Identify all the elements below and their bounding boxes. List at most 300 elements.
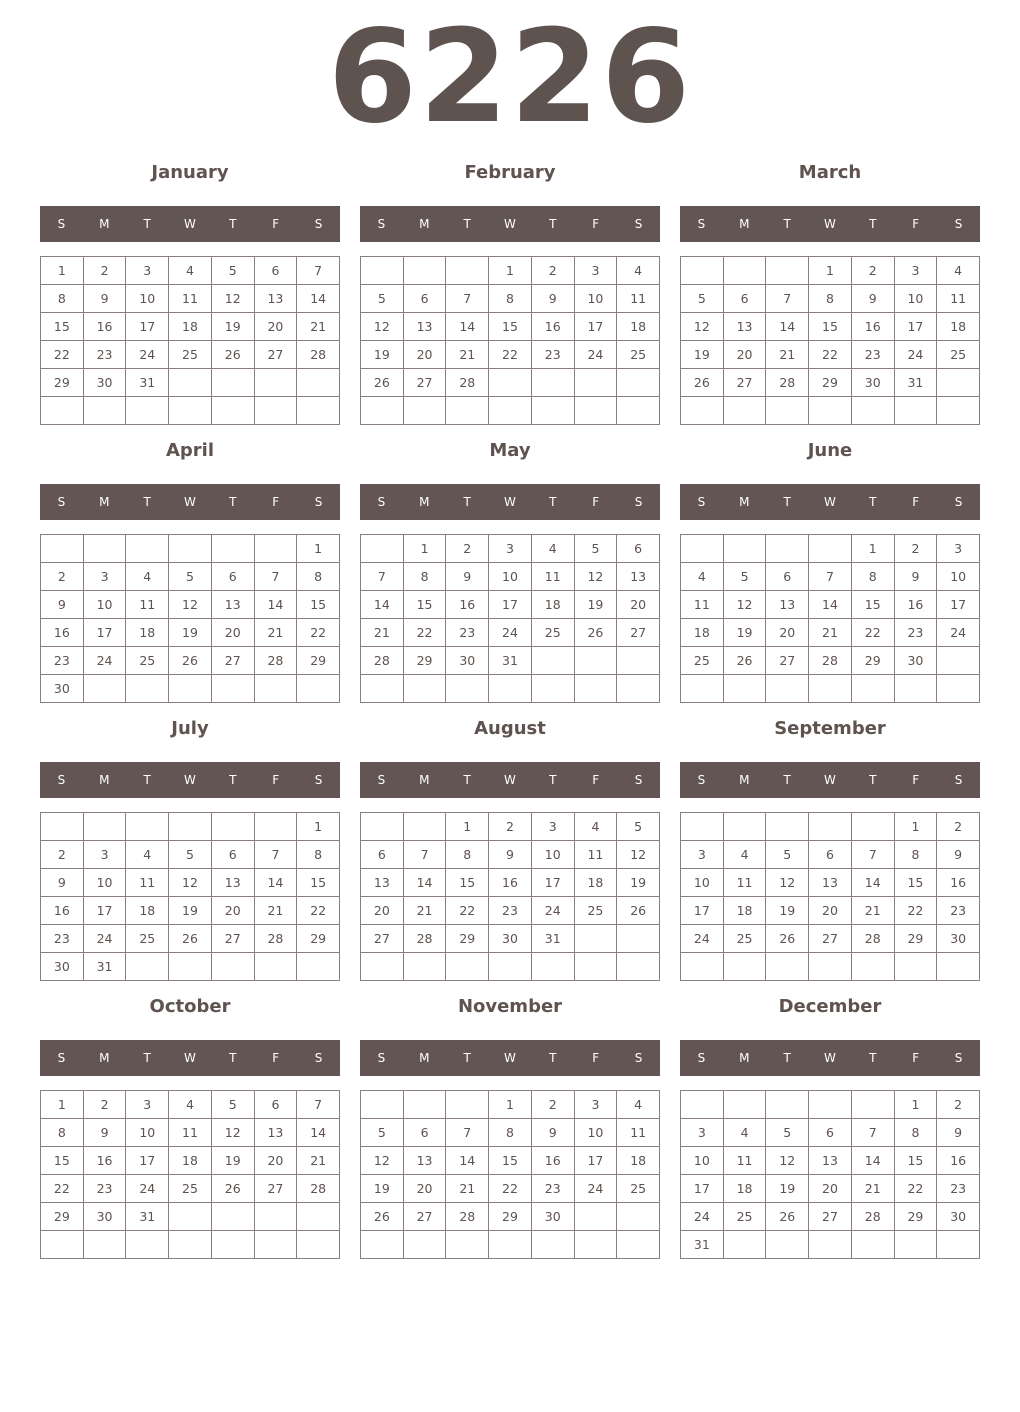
empty-cell xyxy=(937,675,980,703)
empty-cell xyxy=(361,953,404,981)
empty-cell xyxy=(852,1231,895,1259)
day-cell: 8 xyxy=(446,841,489,869)
day-cell: 4 xyxy=(575,813,618,841)
day-cell: 15 xyxy=(446,869,489,897)
day-cell: 22 xyxy=(895,1175,938,1203)
day-cell: 19 xyxy=(681,341,724,369)
day-cell: 29 xyxy=(489,1203,532,1231)
day-cell: 10 xyxy=(575,285,618,313)
day-cell: 28 xyxy=(446,369,489,397)
empty-cell xyxy=(212,1203,255,1231)
weekday-header xyxy=(40,484,340,520)
day-cell: 7 xyxy=(446,285,489,313)
weekday-label: S xyxy=(314,1051,323,1065)
day-cell: 23 xyxy=(895,619,938,647)
weekday-label: F xyxy=(272,1051,280,1065)
day-cell: 30 xyxy=(84,369,127,397)
day-cell: 31 xyxy=(895,369,938,397)
empty-cell xyxy=(255,1231,298,1259)
empty-cell xyxy=(617,925,660,953)
day-cell: 9 xyxy=(937,841,980,869)
day-cell: 6 xyxy=(766,563,809,591)
empty-cell xyxy=(532,953,575,981)
day-cell: 9 xyxy=(532,285,575,313)
day-cell: 2 xyxy=(41,563,84,591)
day-cell: 7 xyxy=(852,1119,895,1147)
day-cell: 21 xyxy=(297,1147,340,1175)
day-cell: 5 xyxy=(169,563,212,591)
day-cell: 31 xyxy=(489,647,532,675)
day-cell: 24 xyxy=(84,925,127,953)
empty-cell xyxy=(126,535,169,563)
empty-cell xyxy=(681,1091,724,1119)
day-cell: 13 xyxy=(617,563,660,591)
day-cell: 11 xyxy=(126,869,169,897)
empty-cell xyxy=(169,813,212,841)
month-title: December xyxy=(778,996,882,1017)
day-cell: 3 xyxy=(575,257,618,285)
day-cell: 21 xyxy=(809,619,852,647)
day-cell: 5 xyxy=(212,257,255,285)
empty-cell xyxy=(361,257,404,285)
day-cell: 6 xyxy=(255,257,298,285)
day-cell: 16 xyxy=(852,313,895,341)
weekday-label: M xyxy=(99,217,110,231)
empty-cell xyxy=(84,813,127,841)
empty-cell xyxy=(575,647,618,675)
day-grid xyxy=(360,534,660,703)
empty-cell xyxy=(169,675,212,703)
day-cell: 23 xyxy=(446,619,489,647)
day-cell: 1 xyxy=(895,1091,938,1119)
weekday-label: W xyxy=(824,773,836,787)
day-cell: 22 xyxy=(404,619,447,647)
empty-cell xyxy=(446,675,489,703)
day-cell: 8 xyxy=(852,563,895,591)
empty-cell xyxy=(724,813,767,841)
day-cell: 24 xyxy=(895,341,938,369)
empty-cell xyxy=(724,397,767,425)
day-cell: 30 xyxy=(895,647,938,675)
day-cell: 26 xyxy=(766,1203,809,1231)
empty-cell xyxy=(212,397,255,425)
day-cell: 14 xyxy=(297,285,340,313)
day-cell: 1 xyxy=(895,813,938,841)
weekday-label: T xyxy=(549,773,557,787)
day-cell: 20 xyxy=(724,341,767,369)
day-cell: 22 xyxy=(489,341,532,369)
day-cell: 25 xyxy=(724,925,767,953)
day-cell: 1 xyxy=(446,813,489,841)
day-cell: 29 xyxy=(895,925,938,953)
weekday-label: F xyxy=(592,773,600,787)
day-cell: 22 xyxy=(809,341,852,369)
day-cell: 17 xyxy=(84,897,127,925)
empty-cell xyxy=(575,369,618,397)
day-cell: 11 xyxy=(126,591,169,619)
day-cell: 30 xyxy=(446,647,489,675)
day-cell: 11 xyxy=(169,285,212,313)
empty-cell xyxy=(937,369,980,397)
empty-cell xyxy=(724,1231,767,1259)
weekday-label: F xyxy=(272,773,280,787)
month-may xyxy=(360,440,660,703)
day-cell: 14 xyxy=(404,869,447,897)
day-cell: 17 xyxy=(575,313,618,341)
day-cell: 16 xyxy=(446,591,489,619)
empty-cell xyxy=(809,953,852,981)
day-cell: 10 xyxy=(532,841,575,869)
day-cell: 14 xyxy=(297,1119,340,1147)
empty-cell xyxy=(489,1231,532,1259)
empty-cell xyxy=(489,675,532,703)
weekday-header xyxy=(680,484,980,520)
day-cell: 29 xyxy=(297,647,340,675)
day-cell: 18 xyxy=(575,869,618,897)
day-cell: 4 xyxy=(169,257,212,285)
weekday-label: T xyxy=(143,773,151,787)
weekday-label: T xyxy=(783,1051,791,1065)
weekday-label: F xyxy=(592,1051,600,1065)
day-cell: 13 xyxy=(809,1147,852,1175)
day-cell: 21 xyxy=(852,897,895,925)
weekday-label: S xyxy=(57,495,66,509)
weekday-label: T xyxy=(463,217,471,231)
day-grid xyxy=(360,1090,660,1259)
empty-cell xyxy=(724,953,767,981)
weekday-label: S xyxy=(377,773,386,787)
empty-cell xyxy=(895,953,938,981)
day-cell: 3 xyxy=(84,841,127,869)
empty-cell xyxy=(446,1231,489,1259)
weekday-label: M xyxy=(419,1051,430,1065)
day-cell: 16 xyxy=(532,1147,575,1175)
day-cell: 9 xyxy=(532,1119,575,1147)
day-cell: 5 xyxy=(575,535,618,563)
day-cell: 18 xyxy=(724,1175,767,1203)
empty-cell xyxy=(404,813,447,841)
day-cell: 27 xyxy=(255,341,298,369)
day-cell: 15 xyxy=(404,591,447,619)
day-cell: 26 xyxy=(361,369,404,397)
weekday-header xyxy=(40,762,340,798)
day-cell: 24 xyxy=(681,925,724,953)
empty-cell xyxy=(212,813,255,841)
day-cell: 6 xyxy=(809,1119,852,1147)
empty-cell xyxy=(297,675,340,703)
month-title: November xyxy=(457,996,563,1017)
empty-cell xyxy=(126,397,169,425)
day-cell: 18 xyxy=(126,619,169,647)
day-cell: 28 xyxy=(446,1203,489,1231)
day-cell: 21 xyxy=(404,897,447,925)
empty-cell xyxy=(766,675,809,703)
day-cell: 28 xyxy=(255,925,298,953)
weekday-label: W xyxy=(184,773,196,787)
empty-cell xyxy=(361,1231,404,1259)
day-cell: 4 xyxy=(126,841,169,869)
month-october xyxy=(40,996,340,1259)
day-cell: 28 xyxy=(297,1175,340,1203)
day-grid xyxy=(680,534,980,703)
day-cell: 30 xyxy=(41,675,84,703)
day-cell: 11 xyxy=(617,285,660,313)
day-cell: 9 xyxy=(84,285,127,313)
weekday-header xyxy=(680,206,980,242)
weekday-header xyxy=(360,484,660,520)
day-cell: 2 xyxy=(84,257,127,285)
day-cell: 10 xyxy=(937,563,980,591)
empty-cell xyxy=(41,397,84,425)
day-cell: 7 xyxy=(766,285,809,313)
empty-cell xyxy=(255,535,298,563)
empty-cell xyxy=(297,953,340,981)
day-cell: 26 xyxy=(361,1203,404,1231)
day-cell: 19 xyxy=(212,1147,255,1175)
day-cell: 1 xyxy=(297,535,340,563)
day-cell: 18 xyxy=(169,313,212,341)
day-cell: 27 xyxy=(255,1175,298,1203)
day-cell: 22 xyxy=(41,341,84,369)
day-cell: 30 xyxy=(84,1203,127,1231)
month-december xyxy=(680,996,980,1259)
empty-cell xyxy=(255,1203,298,1231)
weekday-label: F xyxy=(272,217,280,231)
day-cell: 8 xyxy=(297,841,340,869)
day-cell: 12 xyxy=(766,869,809,897)
weekday-label: T xyxy=(229,773,237,787)
weekday-label: M xyxy=(739,773,750,787)
empty-cell xyxy=(404,1231,447,1259)
day-cell: 20 xyxy=(404,1175,447,1203)
day-cell: 1 xyxy=(297,813,340,841)
empty-cell xyxy=(532,647,575,675)
day-cell: 13 xyxy=(724,313,767,341)
weekday-label: S xyxy=(634,1051,643,1065)
day-cell: 19 xyxy=(361,341,404,369)
day-cell: 30 xyxy=(937,1203,980,1231)
empty-cell xyxy=(169,1203,212,1231)
empty-cell xyxy=(852,397,895,425)
day-cell: 2 xyxy=(532,257,575,285)
day-cell: 28 xyxy=(361,647,404,675)
day-cell: 20 xyxy=(255,1147,298,1175)
day-cell: 20 xyxy=(809,1175,852,1203)
empty-cell xyxy=(937,647,980,675)
day-cell: 17 xyxy=(126,1147,169,1175)
month-title: February xyxy=(464,162,556,183)
day-cell: 11 xyxy=(617,1119,660,1147)
empty-cell xyxy=(84,1231,127,1259)
empty-cell xyxy=(724,675,767,703)
weekday-label: S xyxy=(954,773,963,787)
day-cell: 29 xyxy=(852,647,895,675)
month-july xyxy=(40,718,340,981)
day-cell: 26 xyxy=(169,925,212,953)
weekday-label: W xyxy=(184,495,196,509)
weekday-label: S xyxy=(57,773,66,787)
day-cell: 18 xyxy=(617,1147,660,1175)
day-cell: 23 xyxy=(41,647,84,675)
day-cell: 18 xyxy=(617,313,660,341)
day-cell: 6 xyxy=(212,563,255,591)
day-cell: 4 xyxy=(937,257,980,285)
day-cell: 10 xyxy=(84,591,127,619)
month-january xyxy=(40,162,340,425)
day-cell: 26 xyxy=(212,341,255,369)
day-grid xyxy=(40,812,340,981)
day-cell: 30 xyxy=(489,925,532,953)
day-cell: 11 xyxy=(724,869,767,897)
day-cell: 21 xyxy=(255,897,298,925)
day-cell: 24 xyxy=(126,1175,169,1203)
day-cell: 3 xyxy=(489,535,532,563)
day-cell: 4 xyxy=(169,1091,212,1119)
weekday-label: F xyxy=(912,773,920,787)
day-cell: 29 xyxy=(297,925,340,953)
empty-cell xyxy=(255,675,298,703)
day-cell: 5 xyxy=(169,841,212,869)
day-cell: 16 xyxy=(84,313,127,341)
day-cell: 10 xyxy=(681,869,724,897)
day-cell: 6 xyxy=(809,841,852,869)
empty-cell xyxy=(361,397,404,425)
weekday-label: S xyxy=(314,217,323,231)
day-cell: 4 xyxy=(126,563,169,591)
month-september xyxy=(680,718,980,981)
day-cell: 3 xyxy=(126,257,169,285)
day-cell: 22 xyxy=(895,897,938,925)
empty-cell xyxy=(852,675,895,703)
day-cell: 7 xyxy=(297,1091,340,1119)
day-cell: 20 xyxy=(361,897,404,925)
month-title: May xyxy=(489,440,531,461)
empty-cell xyxy=(404,397,447,425)
day-cell: 6 xyxy=(255,1091,298,1119)
day-cell: 16 xyxy=(41,619,84,647)
day-cell: 1 xyxy=(809,257,852,285)
empty-cell xyxy=(212,675,255,703)
day-cell: 29 xyxy=(41,1203,84,1231)
day-cell: 4 xyxy=(617,257,660,285)
day-cell: 26 xyxy=(575,619,618,647)
empty-cell xyxy=(681,397,724,425)
day-cell: 2 xyxy=(937,1091,980,1119)
day-cell: 8 xyxy=(41,285,84,313)
day-cell: 25 xyxy=(617,1175,660,1203)
weekday-label: T xyxy=(463,773,471,787)
day-cell: 25 xyxy=(617,341,660,369)
empty-cell xyxy=(575,675,618,703)
day-cell: 27 xyxy=(404,1203,447,1231)
day-cell: 31 xyxy=(126,1203,169,1231)
month-title: January xyxy=(151,162,229,183)
day-cell: 3 xyxy=(895,257,938,285)
day-cell: 5 xyxy=(361,1119,404,1147)
weekday-label: T xyxy=(869,1051,877,1065)
empty-cell xyxy=(724,1091,767,1119)
weekday-label: S xyxy=(377,1051,386,1065)
day-cell: 21 xyxy=(255,619,298,647)
day-cell: 13 xyxy=(255,1119,298,1147)
weekday-label: M xyxy=(99,773,110,787)
empty-cell xyxy=(766,1091,809,1119)
day-cell: 23 xyxy=(84,1175,127,1203)
day-cell: 25 xyxy=(126,647,169,675)
day-cell: 12 xyxy=(724,591,767,619)
empty-cell xyxy=(84,675,127,703)
day-cell: 24 xyxy=(532,897,575,925)
day-cell: 18 xyxy=(724,897,767,925)
day-cell: 13 xyxy=(404,1147,447,1175)
day-cell: 10 xyxy=(84,869,127,897)
day-cell: 22 xyxy=(297,619,340,647)
day-cell: 6 xyxy=(404,285,447,313)
weekday-label: F xyxy=(592,495,600,509)
day-cell: 27 xyxy=(212,647,255,675)
day-cell: 4 xyxy=(724,1119,767,1147)
day-cell: 8 xyxy=(297,563,340,591)
day-cell: 12 xyxy=(169,591,212,619)
empty-cell xyxy=(361,1091,404,1119)
day-cell: 23 xyxy=(489,897,532,925)
day-cell: 17 xyxy=(681,1175,724,1203)
day-cell: 30 xyxy=(852,369,895,397)
empty-cell xyxy=(809,675,852,703)
day-cell: 3 xyxy=(681,841,724,869)
day-cell: 12 xyxy=(766,1147,809,1175)
weekday-label: T xyxy=(549,1051,557,1065)
day-cell: 18 xyxy=(532,591,575,619)
day-cell: 7 xyxy=(297,257,340,285)
month-title: August xyxy=(474,718,546,739)
empty-cell xyxy=(84,397,127,425)
empty-cell xyxy=(852,813,895,841)
day-cell: 27 xyxy=(212,925,255,953)
weekday-header xyxy=(360,206,660,242)
weekday-label: T xyxy=(549,495,557,509)
day-cell: 20 xyxy=(766,619,809,647)
weekday-label: T xyxy=(143,495,151,509)
weekday-header xyxy=(40,1040,340,1076)
day-cell: 5 xyxy=(361,285,404,313)
empty-cell xyxy=(617,369,660,397)
empty-cell xyxy=(532,1231,575,1259)
day-cell: 7 xyxy=(255,841,298,869)
empty-cell xyxy=(169,397,212,425)
empty-cell xyxy=(852,1091,895,1119)
weekday-label: M xyxy=(739,495,750,509)
day-cell: 17 xyxy=(895,313,938,341)
empty-cell xyxy=(766,953,809,981)
day-cell: 7 xyxy=(852,841,895,869)
empty-cell xyxy=(41,813,84,841)
empty-cell xyxy=(532,369,575,397)
day-cell: 15 xyxy=(895,869,938,897)
day-cell: 9 xyxy=(489,841,532,869)
weekday-label: S xyxy=(954,1051,963,1065)
day-cell: 3 xyxy=(532,813,575,841)
day-cell: 21 xyxy=(446,341,489,369)
day-cell: 10 xyxy=(575,1119,618,1147)
day-cell: 2 xyxy=(532,1091,575,1119)
day-cell: 29 xyxy=(446,925,489,953)
day-cell: 18 xyxy=(937,313,980,341)
empty-cell xyxy=(404,1091,447,1119)
day-cell: 24 xyxy=(126,341,169,369)
empty-cell xyxy=(297,369,340,397)
day-cell: 15 xyxy=(489,313,532,341)
